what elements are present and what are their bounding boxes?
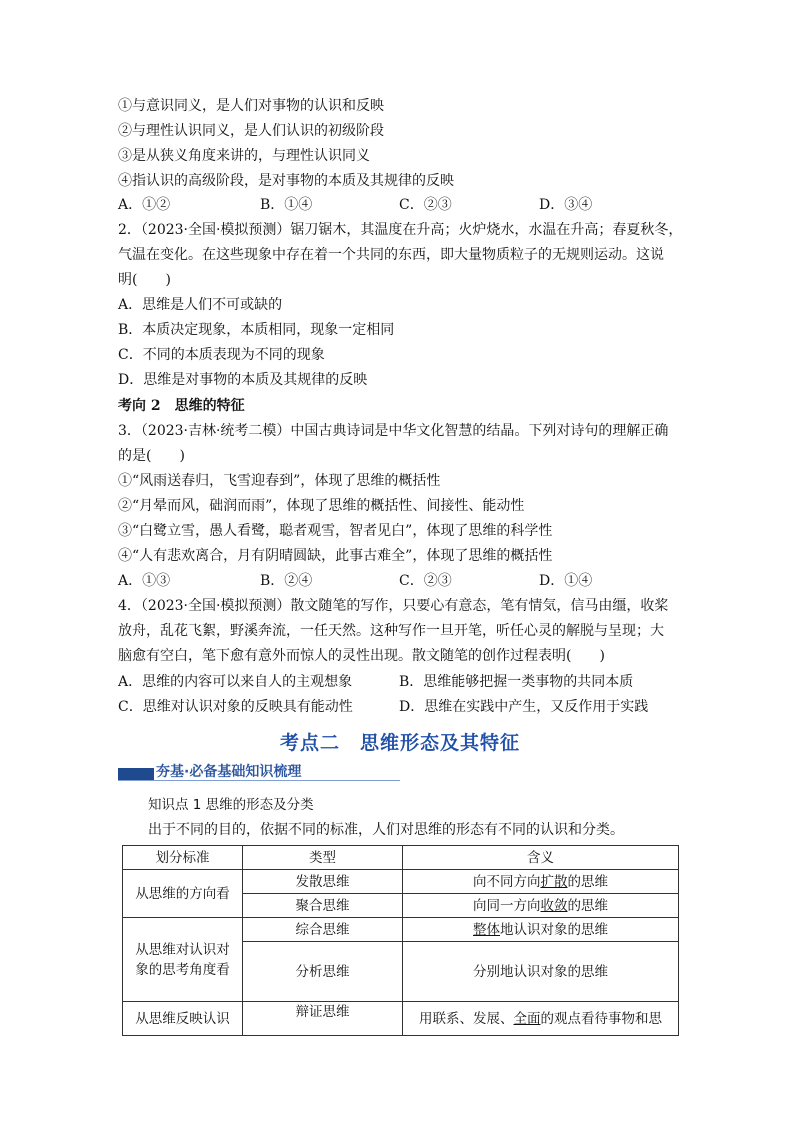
q4-option-a: A．思维的内容可以来自人的主观想象: [118, 674, 353, 690]
type-analytic: 分析思维: [243, 942, 403, 1002]
q1-statement-4: ④指认识的高级阶段，是对事物的本质及其规律的反映: [118, 173, 454, 189]
knowledge-point-intro: 出于不同的目的，依据不同的标准，人们对思维的形态有不同的认识和分类。: [148, 822, 624, 838]
header-meaning: 含义: [403, 846, 679, 870]
q2-stem-line-3: 明( ): [118, 272, 171, 288]
q3-statement-1: ①“风雨送春归，飞雪迎春到”，体现了思维的概括性: [118, 473, 441, 489]
knowledge-point-title: 知识点 1 思维的形态及分类: [148, 797, 314, 813]
q3-option-a: A．①③: [118, 573, 171, 589]
q3-stem-line-1: 3．（2023·吉林·统考二模）中国古典诗词是中华文化智慧的结晶。下列对诗句的理解正确: [118, 423, 669, 439]
q4-option-b: B．思维能够把握一类事物的共同本质: [399, 674, 634, 690]
q1-option-b: B．①④: [260, 197, 313, 213]
meaning-convergent: 向同一方向收敛的思维: [403, 894, 679, 918]
q1-statement-2: ②与理性认识同义，是人们认识的初级阶段: [118, 123, 384, 139]
subheading-thinking-features: 考向 2 思维的特征: [118, 398, 245, 414]
section-title: 考点二 思维形态及其特征: [279, 732, 520, 754]
q3-option-b: B．②④: [260, 573, 313, 589]
q4-stem-line-3: 脑愈有空白，笔下愈有意外而惊人的灵性出现。散文随笔的创作过程表明( ): [118, 648, 605, 664]
underlined-keyword: 整体: [473, 921, 500, 938]
criterion-direction: 从思维的方向看: [123, 870, 243, 918]
meaning-dialectical: 用联系、发展、全面的观点看待事物和思: [403, 1002, 679, 1036]
header-criterion: 划分标准: [123, 846, 243, 870]
type-divergent: 发散思维: [243, 870, 403, 894]
q2-stem-line-1: 2．（2023·全国·模拟预测）锯刀锯木，其温度在升高；火炉烧水，水温在升高；春夏秋冬，: [118, 222, 683, 238]
table-row: [123, 1002, 679, 1036]
q2-option-c: C．不同的本质表现为不同的现象: [118, 347, 325, 363]
underlined-keyword: 全面: [513, 1010, 541, 1027]
q3-statement-3: ③“白鹭立雪，愚人看鹭，聪者观雪，智者见白”，体现了思维的科学性: [118, 523, 553, 539]
q4-stem-line-2: 放舟，乱花飞絮，野溪奔流，一任天然。这种写作一旦开笔，听任心灵的解脱与呈现；大: [118, 623, 664, 639]
q3-statement-2: ②“月晕而风，础润而雨”，体现了思维的概括性、间接性、能动性: [118, 498, 525, 514]
type-synthetic: 综合思维: [243, 918, 403, 942]
meaning-analytic: 分别地认识对象的思维: [403, 942, 679, 1002]
q3-option-c: C．②③: [399, 573, 452, 589]
thinking-forms-table: [122, 845, 679, 1036]
q2-stem-line-2: 气温在变化。在这些现象中存在着一个共同的东西，即大量物质粒子的无规则运动。这说: [118, 247, 664, 263]
type-dialectical: 辩证思维: [243, 1002, 403, 1036]
q1-statement-3: ③是从狭义角度来讲的，与理性认识同义: [118, 148, 370, 164]
q4-stem-line-1: 4．（2023·全国·模拟预测）散文随笔的写作，只要心有意态，笔有情気，信马由缰，收桨: [118, 598, 669, 614]
q1-option-d: D．③④: [539, 197, 593, 213]
q2-option-b: B．本质决定现象，本质相同，现象一定相同: [118, 322, 395, 338]
criterion-angle: 从思维对认识对 象的思考角度看: [123, 918, 243, 1002]
table-header-row: [123, 846, 679, 870]
underlined-keyword: 扩散: [540, 873, 568, 890]
section-banner: [118, 760, 400, 782]
type-convergent: 聚合思维: [243, 894, 403, 918]
q2-option-d: D．思维是对事物的本质及其规律的反映: [118, 372, 368, 388]
criterion-reflection: 从思维反映认识: [123, 1002, 243, 1036]
header-type: 类型: [243, 846, 403, 870]
q2-option-a: A．思维是人们不可或缺的: [118, 297, 283, 313]
q4-option-c: C．思维对认识对象的反映具有能动性: [118, 699, 353, 715]
q4-option-d: D．思维在实践中产生，又反作用于实践: [399, 699, 649, 715]
q1-option-a: A．①②: [118, 197, 171, 213]
q1-statement-1: ①与意识同义，是人们对事物的认识和反映: [118, 98, 384, 114]
table-row: [123, 918, 679, 942]
underlined-keyword: 收敛: [540, 897, 568, 914]
banner-text: 夯基·必备基础知识梳理: [156, 764, 302, 780]
meaning-synthetic: 整体地认识对象的思维: [403, 918, 679, 942]
q1-option-c: C．②③: [399, 197, 452, 213]
banner-bar: [118, 768, 154, 780]
q3-option-d: D．①④: [539, 573, 593, 589]
q3-statement-4: ④“人有悲欢离合，月有阴晴圆缺，此事古难全”，体现了思维的概括性: [118, 548, 553, 564]
banner-rule: [118, 780, 400, 781]
q3-stem-line-2: 的是( ): [118, 448, 185, 464]
meaning-divergent: 向不同方向扩散的思维: [403, 870, 679, 894]
table-row: [123, 870, 679, 894]
